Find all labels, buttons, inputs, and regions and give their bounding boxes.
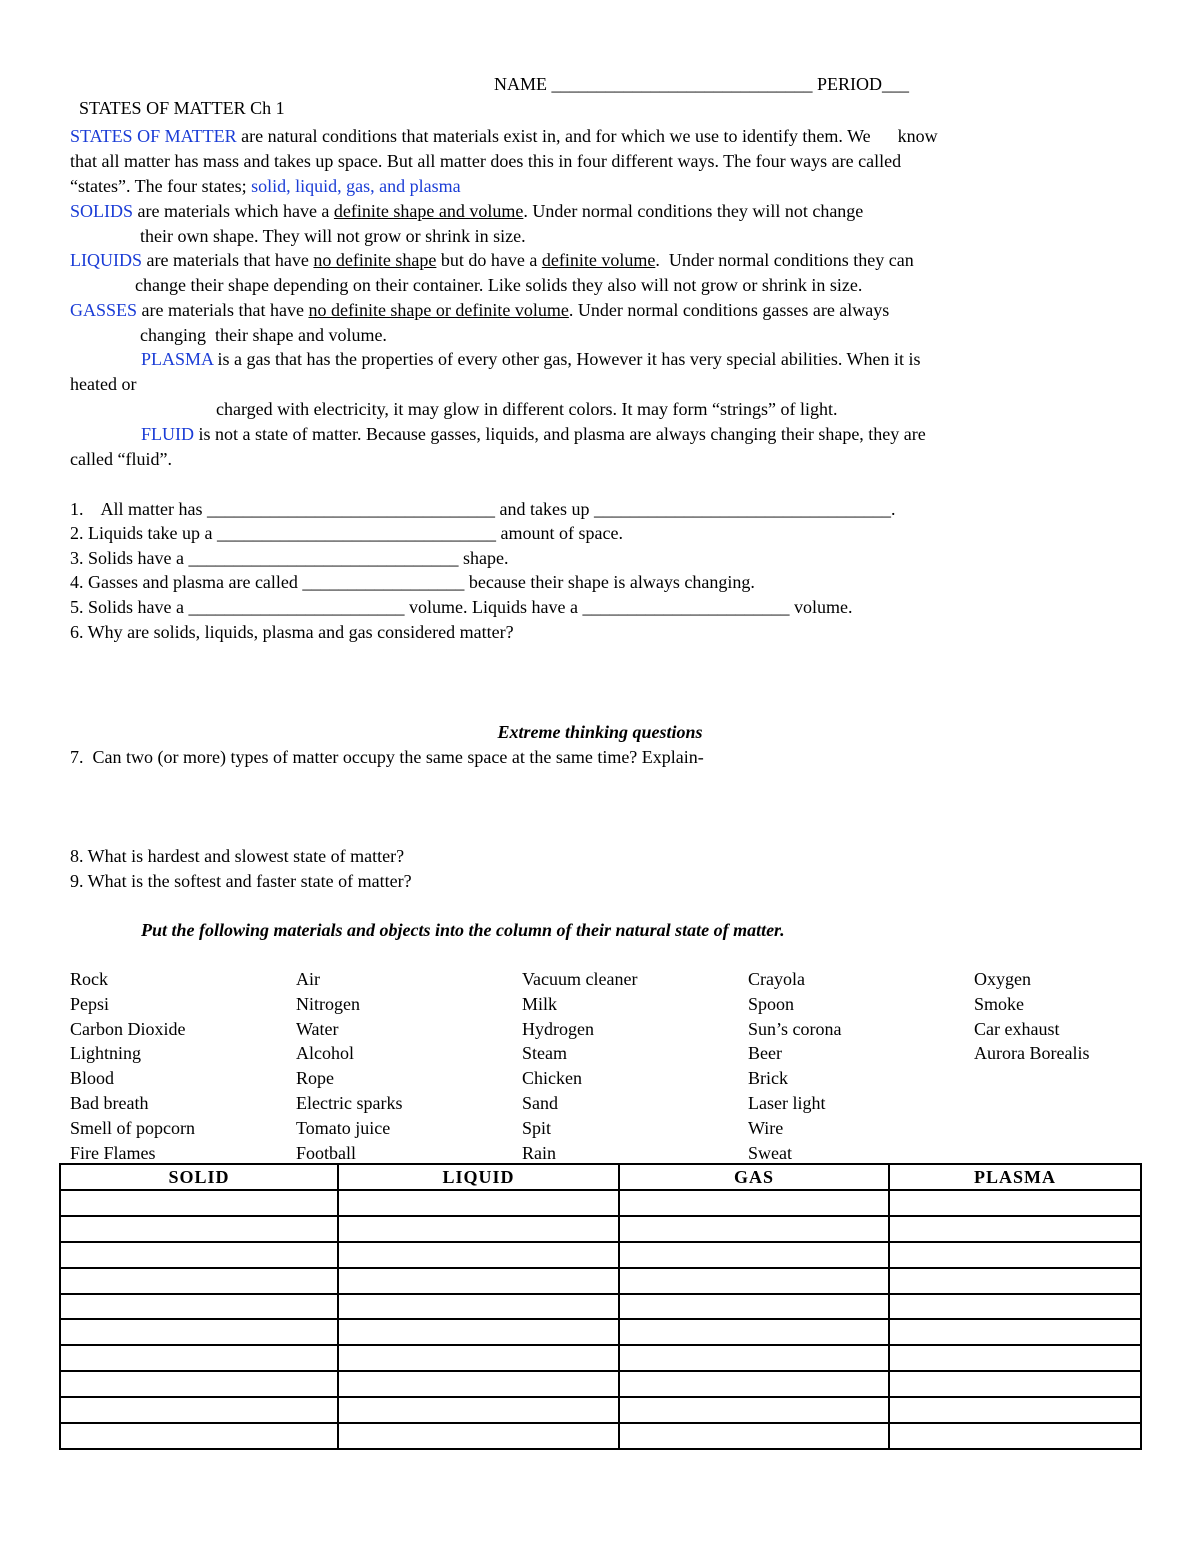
word-bank-item: Carbon Dioxide bbox=[70, 1018, 186, 1039]
column-header-plasma: PLASMA bbox=[889, 1164, 1141, 1190]
table-row bbox=[60, 1423, 1141, 1449]
question-text: volume. bbox=[789, 597, 853, 617]
word-bank-item: Brick bbox=[748, 1068, 788, 1089]
liquids-definition bbox=[70, 248, 914, 272]
def-text: is a gas that has the properties of every other gas, However it has very special abilities. When it is bbox=[213, 349, 921, 369]
answer-cell[interactable] bbox=[338, 1294, 619, 1320]
word-bank-item: Tomato juice bbox=[296, 1117, 391, 1138]
fluid-definition bbox=[141, 422, 926, 446]
word-bank-item: Vacuum cleaner bbox=[522, 969, 638, 989]
term-gasses: GASSES bbox=[70, 300, 138, 320]
answer-cell[interactable] bbox=[60, 1319, 338, 1345]
word-bank-column bbox=[70, 967, 195, 1165]
answer-cell[interactable] bbox=[619, 1423, 889, 1449]
table-row bbox=[60, 1371, 1141, 1397]
answer-cell[interactable] bbox=[338, 1423, 619, 1449]
word-bank-item: Rope bbox=[296, 1068, 334, 1089]
def-text: . Under normal conditions they will not change bbox=[523, 201, 864, 221]
def-text: are materials that have bbox=[142, 250, 314, 270]
term-plasma: PLASMA bbox=[141, 349, 214, 369]
word-bank-item: Blood bbox=[70, 1068, 115, 1089]
answer-cell[interactable] bbox=[619, 1242, 889, 1268]
word-bank-column bbox=[296, 967, 402, 1165]
worksheet-title: STATES OF MATTER Ch 1 bbox=[79, 98, 285, 118]
def-text: are materials which have a bbox=[133, 201, 334, 221]
question-text: volume. Liquids have a bbox=[404, 597, 583, 617]
liquids-definition-cont: change their shape depending on their container. Like solids they also will not grow or shrink in size. bbox=[135, 275, 863, 295]
table-row bbox=[60, 1268, 1141, 1294]
four-states-list: solid, liquid, gas, and plasma bbox=[251, 176, 461, 196]
question-3 bbox=[70, 546, 508, 570]
answer-blank[interactable]: __________________ bbox=[302, 572, 465, 592]
intro-line-3 bbox=[70, 174, 461, 198]
word-bank-item: Nitrogen bbox=[296, 993, 360, 1014]
word-bank-item: Sun’s corona bbox=[748, 1018, 842, 1039]
word-bank-item: Wire bbox=[748, 1117, 784, 1138]
table-row bbox=[60, 1242, 1141, 1268]
name-blank: _____________________________ bbox=[551, 74, 813, 94]
def-text: is not a state of matter. Because gasses, liquids, and plasma are always changing their shape, they are bbox=[194, 424, 926, 444]
question-8: 8. What is hardest and slowest state of matter? bbox=[70, 846, 405, 866]
question-text: amount of space. bbox=[495, 523, 623, 543]
word-bank-item: Alcohol bbox=[296, 1043, 354, 1064]
answer-blank[interactable]: _______________________________ bbox=[216, 523, 496, 543]
word-bank-item: Laser light bbox=[748, 1092, 826, 1113]
answer-cell[interactable] bbox=[889, 1423, 1141, 1449]
fluid-definition-cont: called “fluid”. bbox=[70, 449, 172, 469]
period-label: PERIOD bbox=[817, 74, 883, 94]
word-bank-item: Smoke bbox=[974, 993, 1025, 1014]
question-text: . bbox=[890, 499, 896, 519]
word-bank-item: Bad breath bbox=[70, 1092, 149, 1113]
answer-cell[interactable] bbox=[60, 1242, 338, 1268]
word-bank-item: Hydrogen bbox=[522, 1018, 594, 1039]
column-header-gas: GAS bbox=[619, 1164, 889, 1190]
word-bank-item: Electric sparks bbox=[296, 1092, 403, 1113]
word-bank-item: Crayola bbox=[748, 969, 805, 989]
answer-cell[interactable] bbox=[889, 1345, 1141, 1371]
solids-definition-cont: their own shape. They will not grow or shrink in size. bbox=[140, 226, 526, 246]
intro-text: “states”. The four states; bbox=[70, 176, 252, 196]
question-number: 1. bbox=[70, 499, 84, 519]
def-text: . Under normal conditions they can bbox=[655, 250, 914, 270]
word-bank-item: Car exhaust bbox=[974, 1018, 1060, 1039]
answer-blank[interactable]: ________________________ bbox=[188, 597, 405, 617]
def-key-phrase: no definite shape bbox=[313, 250, 437, 270]
answer-cell[interactable] bbox=[60, 1216, 338, 1242]
term-fluid: FLUID bbox=[141, 424, 194, 444]
answer-cell[interactable] bbox=[889, 1294, 1141, 1320]
extreme-heading: Extreme thinking questions bbox=[497, 722, 703, 742]
answer-cell[interactable] bbox=[889, 1319, 1141, 1345]
answer-blank[interactable]: _________________________________ bbox=[593, 499, 891, 519]
gasses-definition-cont: changing their shape and volume. bbox=[140, 325, 387, 345]
column-header-liquid: LIQUID bbox=[338, 1164, 619, 1190]
intro-line-1 bbox=[70, 124, 938, 148]
plasma-definition-cont-2: charged with electricity, it may glow in different colors. It may form “strings” of light. bbox=[216, 399, 838, 419]
term-solids: SOLIDS bbox=[70, 201, 134, 221]
answer-cell[interactable] bbox=[338, 1371, 619, 1397]
word-bank-item: Smell of popcorn bbox=[70, 1117, 195, 1138]
word-bank-item: Air bbox=[296, 969, 320, 989]
answer-blank[interactable]: _______________________ bbox=[582, 597, 790, 617]
question-5 bbox=[70, 595, 852, 619]
table-header-row bbox=[60, 1164, 1141, 1190]
term-liquids: LIQUIDS bbox=[70, 250, 142, 270]
question-text: 5. Solids have a bbox=[70, 597, 189, 617]
answer-blank[interactable]: ______________________________ bbox=[188, 548, 459, 568]
answer-cell[interactable] bbox=[619, 1319, 889, 1345]
question-6: 6. Why are solids, liquids, plasma and gas considered matter? bbox=[70, 622, 514, 642]
answer-blank[interactable]: ________________________________ bbox=[207, 499, 495, 519]
question-text: 2. Liquids take up a bbox=[70, 523, 217, 543]
gasses-definition bbox=[70, 298, 889, 322]
intro-text: are natural conditions that materials exist in, and for which we use to identify them. We know bbox=[236, 126, 938, 146]
table-row bbox=[60, 1216, 1141, 1242]
sorting-instruction: Put the following materials and objects into the column of their natural state of matter. bbox=[141, 920, 785, 940]
word-bank-item: Beer bbox=[748, 1043, 782, 1064]
word-bank-item: Sand bbox=[522, 1092, 558, 1113]
def-key-phrase: no definite shape or definite volume bbox=[308, 300, 569, 320]
question-text: All matter has bbox=[100, 499, 207, 519]
answer-cell[interactable] bbox=[889, 1216, 1141, 1242]
answer-cell[interactable] bbox=[338, 1345, 619, 1371]
word-bank-item: Chicken bbox=[522, 1068, 582, 1089]
answer-cell[interactable] bbox=[60, 1345, 338, 1371]
question-4 bbox=[70, 570, 755, 594]
sorting-table bbox=[59, 1163, 1142, 1450]
table-row bbox=[60, 1345, 1141, 1371]
question-text: 4. Gasses and plasma are called bbox=[70, 572, 303, 592]
question-7: 7. Can two (or more) types of matter occupy the same space at the same time? Explain- bbox=[70, 747, 704, 767]
word-bank-item: Rock bbox=[70, 969, 108, 989]
solids-definition bbox=[70, 199, 863, 223]
table-row bbox=[60, 1397, 1141, 1423]
word-bank-item: Football bbox=[296, 1142, 357, 1163]
word-bank-item: Aurora Borealis bbox=[974, 1043, 1090, 1064]
word-bank-item: Lightning bbox=[70, 1043, 141, 1064]
question-2 bbox=[70, 521, 623, 545]
answer-cell[interactable] bbox=[619, 1268, 889, 1294]
def-key-phrase: definite shape and volume bbox=[333, 201, 524, 221]
question-1 bbox=[70, 497, 895, 521]
answer-cell[interactable] bbox=[60, 1423, 338, 1449]
word-bank-item: Sweat bbox=[748, 1142, 792, 1163]
term-states-of-matter: STATES OF MATTER bbox=[70, 126, 237, 146]
answer-cell[interactable] bbox=[619, 1216, 889, 1242]
table-body bbox=[60, 1190, 1141, 1449]
answer-cell[interactable] bbox=[619, 1397, 889, 1423]
plasma-definition-cont: heated or bbox=[70, 374, 137, 394]
answer-cell[interactable] bbox=[889, 1397, 1141, 1423]
word-bank-item: Rain bbox=[522, 1142, 556, 1163]
plasma-definition bbox=[141, 347, 921, 371]
answer-cell[interactable] bbox=[60, 1294, 338, 1320]
question-text: because their shape is always changing. bbox=[464, 572, 755, 592]
student-info bbox=[494, 72, 909, 96]
question-text: and takes up bbox=[495, 499, 594, 519]
intro-line-2: that all matter has mass and takes up space. But all matter does this in four different ways. The four ways are called bbox=[70, 151, 902, 171]
table-row bbox=[60, 1190, 1141, 1216]
def-text: are materials that have bbox=[137, 300, 309, 320]
answer-cell[interactable] bbox=[60, 1371, 338, 1397]
name-label: NAME bbox=[494, 74, 547, 94]
word-bank-item: Milk bbox=[522, 993, 558, 1014]
answer-cell[interactable] bbox=[60, 1397, 338, 1423]
answer-cell[interactable] bbox=[889, 1242, 1141, 1268]
word-bank-column bbox=[974, 967, 1089, 1066]
answer-cell[interactable] bbox=[338, 1242, 619, 1268]
word-bank-item: Steam bbox=[522, 1043, 567, 1064]
def-text: but do have a bbox=[436, 250, 542, 270]
answer-cell[interactable] bbox=[338, 1190, 619, 1216]
answer-cell[interactable] bbox=[619, 1190, 889, 1216]
word-bank-item: Fire Flames bbox=[70, 1142, 156, 1163]
answer-cell[interactable] bbox=[60, 1268, 338, 1294]
word-bank-item: Water bbox=[296, 1018, 339, 1039]
word-bank-column bbox=[522, 967, 637, 1165]
word-bank-item: Spit bbox=[522, 1117, 552, 1138]
answer-cell[interactable] bbox=[338, 1268, 619, 1294]
question-text: shape. bbox=[458, 548, 509, 568]
answer-cell[interactable] bbox=[619, 1294, 889, 1320]
table-row bbox=[60, 1294, 1141, 1320]
answer-cell[interactable] bbox=[60, 1190, 338, 1216]
answer-cell[interactable] bbox=[338, 1397, 619, 1423]
answer-cell[interactable] bbox=[619, 1345, 889, 1371]
column-header-solid: SOLID bbox=[60, 1164, 338, 1190]
answer-cell[interactable] bbox=[619, 1371, 889, 1397]
period-blank: ___ bbox=[882, 74, 910, 94]
word-bank-item: Oxygen bbox=[974, 969, 1031, 989]
answer-cell[interactable] bbox=[889, 1190, 1141, 1216]
word-bank-column bbox=[748, 967, 842, 1165]
answer-cell[interactable] bbox=[889, 1268, 1141, 1294]
word-bank-item: Spoon bbox=[748, 993, 795, 1014]
answer-cell[interactable] bbox=[338, 1319, 619, 1345]
table-row bbox=[60, 1319, 1141, 1345]
answer-cell[interactable] bbox=[338, 1216, 619, 1242]
word-bank-item: Pepsi bbox=[70, 993, 110, 1014]
answer-cell[interactable] bbox=[889, 1371, 1141, 1397]
worksheet-header bbox=[70, 72, 285, 120]
question-text: 3. Solids have a bbox=[70, 548, 189, 568]
def-text: . Under normal conditions gasses are always bbox=[568, 300, 890, 320]
def-key-phrase: definite volume bbox=[541, 250, 656, 270]
question-9: 9. What is the softest and faster state of matter? bbox=[70, 871, 412, 891]
